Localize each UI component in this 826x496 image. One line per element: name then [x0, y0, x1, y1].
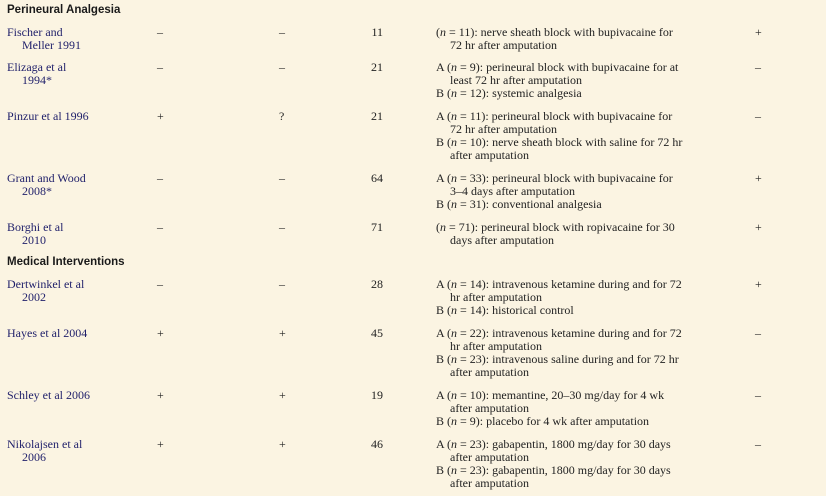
col1-value: –	[157, 60, 163, 74]
sample-size: 11	[371, 25, 383, 39]
col2-value: +	[279, 437, 286, 451]
result-value: –	[755, 388, 761, 402]
col1-value: –	[157, 277, 163, 291]
col2-value: –	[279, 25, 285, 39]
study-name: Grant and Wood 2008*	[7, 171, 86, 198]
study-name: Schley et al 2006	[7, 388, 90, 402]
result-value: +	[755, 25, 762, 39]
col1-value: –	[157, 25, 163, 39]
sample-size: 45	[371, 326, 383, 340]
sample-size: 28	[371, 277, 383, 291]
result-value: –	[755, 437, 761, 451]
col2-value: –	[279, 60, 285, 74]
col2-value: ?	[279, 109, 285, 123]
col2-value: +	[279, 326, 286, 340]
col2-value: –	[279, 277, 285, 291]
sample-size: 19	[371, 388, 383, 402]
group-description: (n = 11): nerve sheath block with bupivacaine for 72 hr after amputation	[436, 25, 673, 52]
result-value: +	[755, 277, 762, 291]
section-heading-perineural: Perineural Analgesia	[7, 4, 121, 16]
col1-value: +	[157, 109, 164, 123]
study-name: Hayes et al 2004	[7, 326, 88, 340]
study-name: Pinzur et al 1996	[7, 109, 89, 123]
sample-size: 21	[371, 109, 383, 123]
group-description: A (n = 9): perineural block with bupivacaine for at least 72 hr after amputation B (n = 12): systemic analgesia	[436, 60, 679, 100]
col1-value: –	[157, 171, 163, 185]
sample-size: 46	[371, 437, 383, 451]
col2-value: –	[279, 220, 285, 234]
section-heading-medical: Medical Interventions	[7, 256, 125, 268]
result-value: –	[755, 60, 761, 74]
group-description: A (n = 14): intravenous ketamine during and for 72 hr after amputation B (n = 14): historical control	[436, 277, 682, 317]
col1-value: +	[157, 388, 164, 402]
group-description: A (n = 11): perineural block with bupivacaine for 72 hr after amputation B (n = 10): nerve sheath block with saline for 72 hr after amputation	[436, 109, 683, 162]
group-description: A (n = 22): intravenous ketamine during and for 72 hr after amputation B (n = 23): intravenous saline during and for 72 hr after amputation	[436, 326, 682, 379]
result-value: –	[755, 326, 761, 340]
study-name: Fischer and Meller 1991	[7, 25, 81, 52]
study-name: Elizaga et al 1994*	[7, 60, 67, 87]
study-name: Dertwinkel et al 2002	[7, 277, 85, 304]
col1-value: –	[157, 220, 163, 234]
group-description: A (n = 23): gabapentin, 1800 mg/day for 30 days after amputation B (n = 23): gabapentin, 1800 mg/day for 30 days after amputation	[436, 437, 671, 490]
sample-size: 64	[371, 171, 383, 185]
study-name: Nikolajsen et al 2006	[7, 437, 83, 464]
group-description: (n = 71): perineural block with ropivacaine for 30 days after amputation	[436, 220, 675, 247]
col1-value: +	[157, 326, 164, 340]
group-description: A (n = 33): perineural block with bupivacaine for 3–4 days after amputation B (n = 31): conventional analgesia	[436, 171, 673, 211]
group-description: A (n = 10): memantine, 20–30 mg/day for 4 wk after amputation B (n = 9): placebo for 4 wk after amputation	[436, 388, 665, 428]
col1-value: +	[157, 437, 164, 451]
col2-value: –	[279, 171, 285, 185]
col2-value: +	[279, 388, 286, 402]
result-value: –	[755, 109, 761, 123]
sample-size: 71	[371, 220, 383, 234]
sample-size: 21	[371, 60, 383, 74]
result-value: +	[755, 220, 762, 234]
result-value: +	[755, 171, 762, 185]
study-name: Borghi et al 2010	[7, 220, 64, 247]
